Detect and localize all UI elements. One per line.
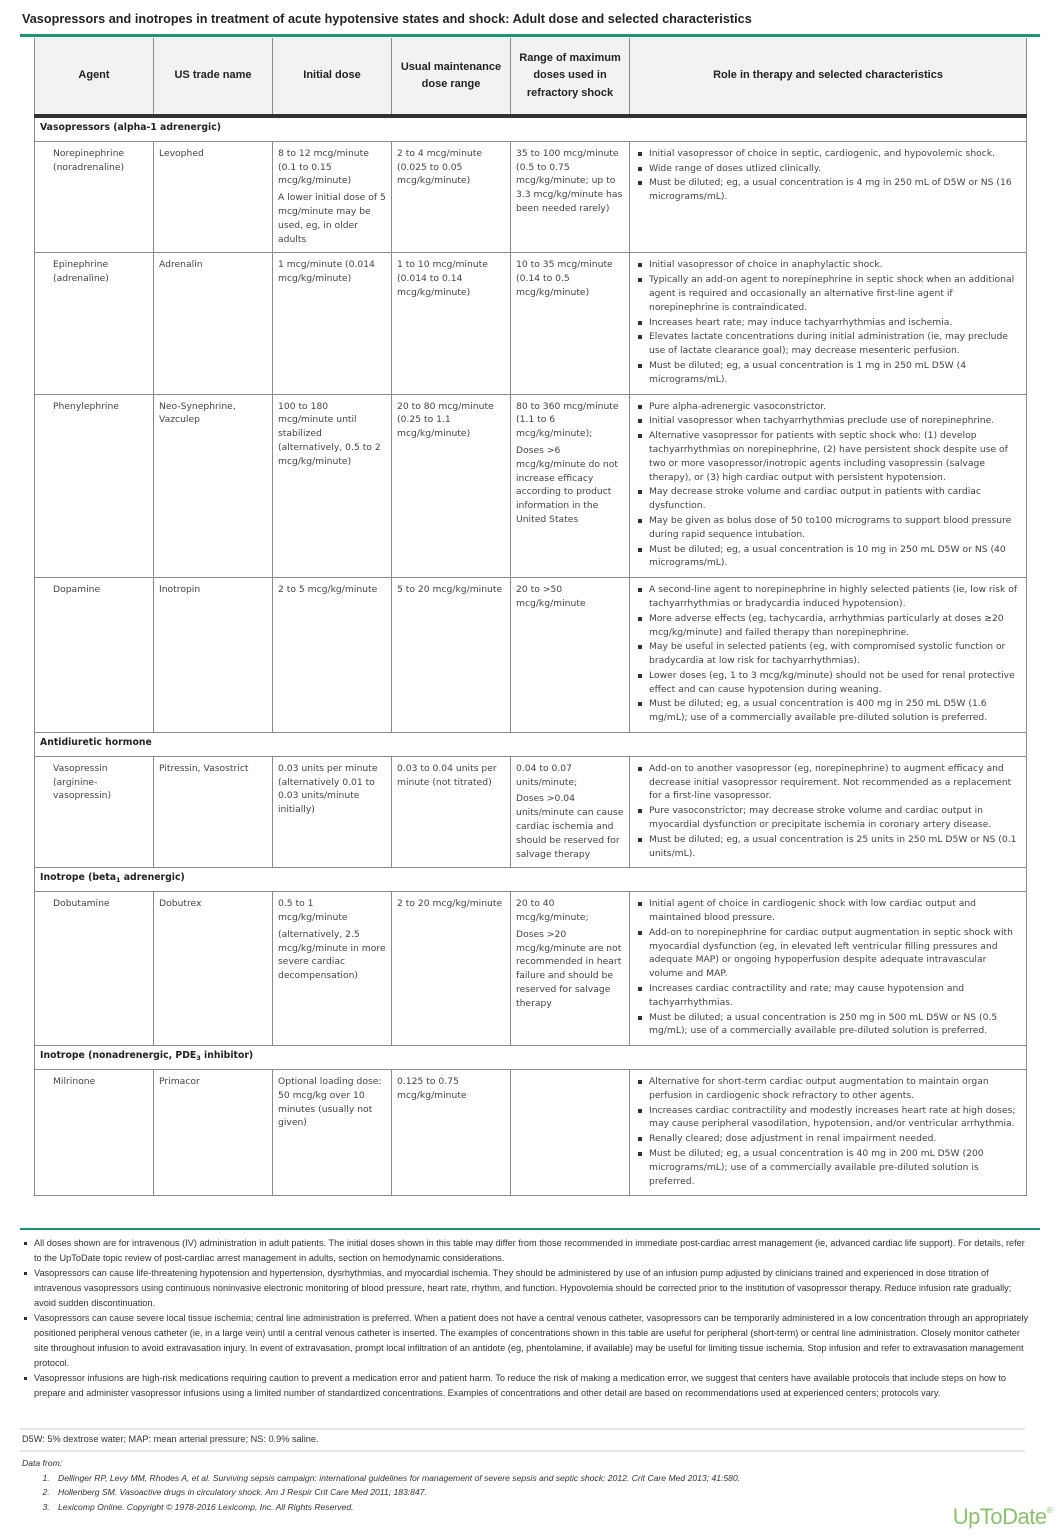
role-cell: [630, 1070, 1027, 1196]
agent-cell: Vasopressin (arginine-vasopressin): [35, 756, 154, 868]
footnote-item: All doses shown are for intravenous (IV) administration in adult patients. The initial doses shown in this table may differ from those recommended in immediate post-cardiac arrest management (ie, advanced cardiac life support). For details, refer to the UpToDate topic review of post-cardiac arrest management in adults, section on hemodynamic considerations.: [34, 1236, 1032, 1266]
dose-text: 0.125 to 0.75 mcg/kg/minute: [397, 1076, 467, 1101]
abbreviations: D5W: 5% dextrose water; MAP: mean arterial pressure; NS: 0.9% saline.: [22, 1434, 319, 1444]
maximum-dose-cell: [511, 578, 630, 733]
section-label-suffix: inhibitor): [200, 1050, 254, 1062]
document-title: Vasopressors and inotropes in treatment of acute hypotensive states and shock: Adult dose and selected characteristics: [22, 12, 752, 26]
logo-text: UpToDate: [952, 1504, 1047, 1529]
role-item: Must be diluted; a usual concentration is 250 mg in 500 mL D5W or NS (0.5 mg/mL); use of a commercially available pre-diluted solution is preferred.: [649, 1011, 1021, 1039]
footnote-item: Vasopressors can cause life-threatening hypotension and hypertension, dysrhythmias, and myocardial ischemia. They should be administered by use of an infusion pump adjusted by clinicians trained and experienced in dose titration of intravenous vasopressors using continuous noninvasive electronic monitoring of blood pressure, heart rate, rhythm, and function. Hypovolemia should be corrected prior to the institution of vasopressor therapy. Reduce infusion rate gradually; avoid sudden discontinuation.: [34, 1266, 1032, 1311]
initial-dose-cell: [273, 394, 392, 578]
dose-text: A lower initial dose of 5 mcg/minute may be used, eg, in older adults: [278, 192, 386, 245]
initial-dose-cell: [273, 578, 392, 733]
initial-dose-cell: [273, 253, 392, 394]
dose-text: 35 to 100 mcg/minute (0.5 to 0.75 mcg/kg/minute; up to 3.3 mcg/kg/minute has been needed rarely): [516, 147, 623, 214]
initial-dose-cell: [273, 892, 392, 1046]
role-item: Alternative for short-term cardiac output augmentation to maintain organ perfusion in cardiogenic shock refractory to other agents.: [649, 1075, 1021, 1103]
maximum-dose-cell: [511, 892, 630, 1046]
table-row: [35, 394, 1027, 578]
maximum-dose-cell: [511, 141, 630, 253]
table-row: [35, 1070, 1027, 1196]
role-item: Must be diluted; eg, a usual concentration is 40 mg in 200 mL D5W (200 micrograms/mL); use of a commercially available pre-diluted solution is preferred.: [649, 1147, 1021, 1188]
section-header-row: [35, 1046, 1027, 1070]
trade-name-cell: Neo-Synephrine, Vazculep: [154, 394, 273, 578]
dose-text: 5 to 20 mcg/kg/minute: [397, 584, 503, 596]
dose-text: 0.04 to 0.07 units/minute;: [516, 762, 578, 788]
role-item: May be given as bolus dose of 50 to100 micrograms to support blood pressure during rapid sequence intubation.: [649, 514, 1021, 542]
dose-text: Doses >0.04 units/minute can cause cardiac ischemia and should be reserved for salvage therapy: [516, 793, 624, 860]
role-item: Must be diluted; eg, a usual concentration is 10 mg in 250 mL D5W or NS (40 micrograms/mL).: [649, 543, 1021, 571]
header-initial-dose: Initial dose: [273, 38, 392, 116]
reference-item: 2. Hollenberg SM. Vasoactive drugs in circulatory shock. Am J Respir Crit Care Med 2011; 183:847.: [52, 1485, 740, 1500]
reference-item: 1. Dellinger RP, Levy MM, Rhodes A, et al. Surviving sepsis campaign: international guidelines for management of severe sepsis and septic shock: 2012. Crit Care Med 2013; 41:580.: [52, 1471, 740, 1486]
table-row: [35, 141, 1027, 253]
dose-text: 2 to 20 mcg/kg/minute: [397, 898, 503, 910]
trade-name-cell: Adrenalin: [154, 253, 273, 394]
divider: [20, 1450, 1025, 1452]
dose-text: Doses >20 mcg/kg/minute are not recommended in heart failure and should be reserved for salvage therapy: [516, 928, 622, 1009]
role-list: [635, 258, 1021, 386]
dose-text: 8 to 12 mcg/minute (0.1 to 0.15 mcg/kg/minute): [278, 147, 369, 187]
top-divider: [20, 34, 1040, 37]
table-body: [35, 116, 1027, 1196]
dose-text: 1 to 10 mcg/minute (0.014 to 0.14 mcg/kg/minute): [397, 259, 488, 298]
footnote-item: Vasopressor infusions are high-risk medications requiring caution to prevent a medication error and patient harm. To reduce the risk of making a medication error, we suggest that centers have available protocols that include steps on how to prepare and administer vasopressor infusions using a limited number of standardized concentrations. Examples of concentrations and other detail are based on recommendations used at experienced centers; protocols vary.: [34, 1371, 1032, 1401]
role-list: [635, 400, 1021, 571]
section-label-text: Inotrope (nonadrenergic, PDE: [40, 1050, 197, 1062]
agent-cell: Epinephrine (adrenaline): [35, 253, 154, 394]
role-item: Renally cleared; dose adjustment in renal impairment needed.: [649, 1132, 1021, 1146]
maintenance-dose-cell: [392, 578, 511, 733]
maximum-dose-cell: [511, 253, 630, 394]
role-item: Pure alpha-adrenergic vasoconstrictor.: [649, 400, 1021, 414]
role-item: Initial agent of choice in cardiogenic shock with low cardiac output and maintained blood pressure.: [649, 897, 1021, 925]
role-item: Add-on to another vasopressor (eg, norepinephrine) to augment efficacy and decrease initial vasopressor requirement. Not recommended as a replacement for a first-line vasopressor.: [649, 762, 1021, 803]
role-item: Add-on to norepinephrine for cardiac output augmentation in septic shock with myocardial dysfunction (eg, in elevated left ventricular filling pressures and adequate MAP) or ongoing hypoperfusion despite adequate intravascular volume and MAP.: [649, 926, 1021, 981]
maintenance-dose-cell: [392, 253, 511, 394]
role-item: Must be diluted; eg, a usual concentration is 4 mg in 250 mL of D5W or NS (16 micrograms/mL).: [649, 176, 1021, 204]
role-item: Must be diluted; eg, a usual concentration is 400 mg in 250 mL D5W (1.6 mg/mL); use of a commercially available pre-diluted solution is preferred.: [649, 697, 1021, 725]
table-row: [35, 253, 1027, 394]
section-label-subscript: 3: [196, 1054, 201, 1063]
dose-text: 2 to 5 mcg/kg/minute: [278, 584, 378, 596]
agent-cell: Dopamine: [35, 578, 154, 733]
initial-dose-cell: [273, 1070, 392, 1196]
role-cell: [630, 394, 1027, 578]
role-item: Must be diluted; eg, a usual concentration is 25 units in 250 mL D5W or NS (0.1 units/mL).: [649, 833, 1021, 861]
role-item: May decrease stroke volume and cardiac output in patients with cardiac dysfunction.: [649, 485, 1021, 513]
table-header-row: [35, 38, 1027, 116]
section-label-text: Antidiuretic hormone: [40, 737, 152, 749]
maintenance-dose-cell: [392, 1070, 511, 1196]
uptodate-logo: [953, 1504, 1052, 1530]
divider: [20, 1428, 1025, 1430]
dose-text: 100 to 180 mcg/minute until stabilized (alternatively, 0.5 to 2 mcg/kg/minute): [278, 400, 381, 467]
section-label-subscript: 1: [116, 876, 121, 885]
role-item: Alternative vasopressor for patients with septic shock who: (1) develop tachyarrhythmias on norepinephrine, (2) have persistent shock despite use of two or more vasopressor/inotropic agents including vasopressin (salvage therapy), or (3) high cardiac output with persistent hypotension.: [649, 429, 1021, 484]
section-header-row: [35, 868, 1027, 892]
trade-name-cell: Levophed: [154, 141, 273, 253]
role-cell: [630, 578, 1027, 733]
maintenance-dose-cell: [392, 892, 511, 1046]
role-cell: [630, 756, 1027, 868]
header-maintenance-dose: Usual maintenance dose range: [392, 38, 511, 116]
role-item: More adverse effects (eg, tachycardia, arrhythmias particularly at doses ≥20 mcg/kg/minute) and failed therapy than norepinephrine.: [649, 612, 1021, 640]
section-label: [35, 116, 1027, 141]
dose-text: 80 to 360 mcg/minute (1.1 to 6 mcg/kg/minute);: [516, 400, 619, 440]
registered-mark: ®: [1046, 1506, 1052, 1515]
section-header-row: [35, 733, 1027, 757]
dose-table: [34, 38, 1027, 1196]
role-item: Wide range of doses utlized clinically.: [649, 162, 1021, 176]
role-item: A second-line agent to norepinephrine in highly selected patients (ie, low risk of tachyarrhythmias or bradycardia induced hypotension).: [649, 583, 1021, 611]
maintenance-dose-cell: [392, 141, 511, 253]
header-agent: Agent: [35, 38, 154, 116]
bottom-divider: [20, 1228, 1040, 1230]
role-list: [635, 147, 1021, 204]
dose-text: 20 to 40 mcg/kg/minute;: [516, 898, 589, 924]
role-item: Increases cardiac contractility and modestly increases heart rate at high doses; may cause peripheral vasodilation, hypotension, and/or ventricular arrhythmia.: [649, 1104, 1021, 1132]
trade-name-cell: Primacor: [154, 1070, 273, 1196]
agent-cell: Phenylephrine: [35, 394, 154, 578]
table-row: [35, 756, 1027, 868]
dose-text: 20 to 80 mcg/minute (0.25 to 1.1 mcg/kg/minute): [397, 400, 494, 440]
section-label: [35, 868, 1027, 892]
role-item: Increases cardiac contractility and rate; may cause hypotension and tachyarrhythmias.: [649, 982, 1021, 1010]
role-list: [635, 897, 1021, 1038]
dose-table-container: [34, 38, 1026, 1196]
dose-text: 10 to 35 mcg/minute (0.14 to 0.5 mcg/kg/minute): [516, 259, 613, 298]
dose-text: 0.03 to 0.04 units per minute (not titrated): [397, 762, 497, 788]
role-list: [635, 583, 1021, 725]
section-label-text: Inotrope (beta: [40, 872, 117, 884]
trade-name-cell: Dobutrex: [154, 892, 273, 1046]
dose-text: 1 mcg/minute (0.014 mcg/kg/minute): [278, 259, 375, 285]
role-item: Initial vasopressor of choice in septic, cardiogenic, and hypovolemic shock.: [649, 147, 1021, 161]
role-cell: [630, 892, 1027, 1046]
section-label: [35, 1046, 1027, 1070]
maximum-dose-cell: [511, 1070, 630, 1196]
header-trade-name: US trade name: [154, 38, 273, 116]
dose-text: 0.03 units per minute (alternatively 0.01 to 0.03 units/minute initially): [278, 762, 378, 816]
dose-text: Doses >6 mcg/kg/minute do not increase efficacy according to product information in the United States: [516, 444, 618, 525]
section-label: [35, 733, 1027, 757]
table-row: [35, 892, 1027, 1046]
reference-item: 3. Lexicomp Online. Copyright © 1978-2016 Lexicomp, Inc. All Rights Reserved.: [52, 1500, 740, 1515]
dose-text: 20 to >50 mcg/kg/minute: [516, 584, 586, 609]
role-item: Lower doses (eg, 1 to 3 mcg/kg/minute) should not be used for renal protective effect and can cause hypotension during weaning.: [649, 669, 1021, 697]
role-list: [635, 762, 1021, 861]
maintenance-dose-cell: [392, 394, 511, 578]
references: [22, 1456, 740, 1514]
maintenance-dose-cell: [392, 756, 511, 868]
role-item: May be useful in selected patients (eg, with compromised systolic function or bradycardia at low risk for tachyarrhythmias).: [649, 640, 1021, 668]
footnotes: [22, 1236, 1032, 1401]
dose-text: 2 to 4 mcg/minute (0.025 to 0.05 mcg/kg/minute): [397, 147, 483, 187]
role-cell: [630, 141, 1027, 253]
section-header-row: [35, 116, 1027, 141]
agent-cell: Dobutamine: [35, 892, 154, 1046]
footnote-item: Vasopressors can cause severe local tissue ischemia; central line administration is preferred. When a patient does not have a central venous catheter, vasopressors can be temporarily administered in a low concentration through an appropriately positioned peripheral venous catheter (ie, in a large vein) until a central venous catheter is inserted. The examples of concentrations shown in this table are useful for peripheral (short-term) or central line administration. Closely monitor catheter site throughout infusion to avoid extravasation injury. In event of extravasation, prompt local infiltration of an antidote (eg, phentolamine, if available) may be useful for limiting tissue ischemia. Stop infusion and refer to extravasation management protocol.: [34, 1311, 1032, 1371]
initial-dose-cell: [273, 141, 392, 253]
trade-name-cell: Pitressin, Vasostrict: [154, 756, 273, 868]
references-label: Data from:: [22, 1458, 63, 1468]
role-item: Must be diluted; eg, a usual concentration is 1 mg in 250 mL D5W (4 micrograms/mL).: [649, 359, 1021, 387]
role-item: Increases heart rate; may induce tachyarrhythmias and ischemia.: [649, 316, 1021, 330]
role-cell: [630, 253, 1027, 394]
role-item: Elevates lactate concentrations during initial administration (ie, may preclude use of lactate clearance goal); may decrease mesenteric perfusion.: [649, 330, 1021, 358]
section-label-suffix: adrenergic): [120, 872, 185, 884]
role-item: Initial vasopressor of choice in anaphylactic shock.: [649, 258, 1021, 272]
role-item: Initial vasopressor when tachyarrhythmias preclude use of norepinephrine.: [649, 414, 1021, 428]
dose-text: 0.5 to 1 mcg/kg/minute: [278, 898, 348, 924]
table-row: [35, 578, 1027, 733]
header-maximum-dose: Range of maximum doses used in refractory shock: [511, 38, 630, 116]
maximum-dose-cell: [511, 756, 630, 868]
header-role-in-therapy: Role in therapy and selected characteristics: [630, 38, 1027, 116]
initial-dose-cell: [273, 756, 392, 868]
section-label-text: Vasopressors (alpha-1 adrenergic): [40, 122, 221, 133]
agent-cell: Norepinephrine (noradrenaline): [35, 141, 154, 253]
maximum-dose-cell: [511, 394, 630, 578]
agent-cell: Milrinone: [35, 1070, 154, 1196]
role-item: Pure vasoconstrictor; may decrease stroke volume and cardiac output in myocardial dysfunction or precipitate ischemia in coronary artery disease.: [649, 804, 1021, 832]
role-item: Typically an add-on agent to norepinephrine in septic shock when an additional agent is required and occasionally an alternative first-line agent if norepinephrine is contraindicated.: [649, 273, 1021, 314]
dose-text: Optional loading dose: 50 mcg/kg over 10 minutes (usually not given): [278, 1076, 382, 1129]
dose-text: (alternatively, 2.5 mcg/kg/minute in more severe cardiac decompensation): [278, 928, 386, 982]
trade-name-cell: Inotropin: [154, 578, 273, 733]
role-list: [635, 1075, 1021, 1188]
